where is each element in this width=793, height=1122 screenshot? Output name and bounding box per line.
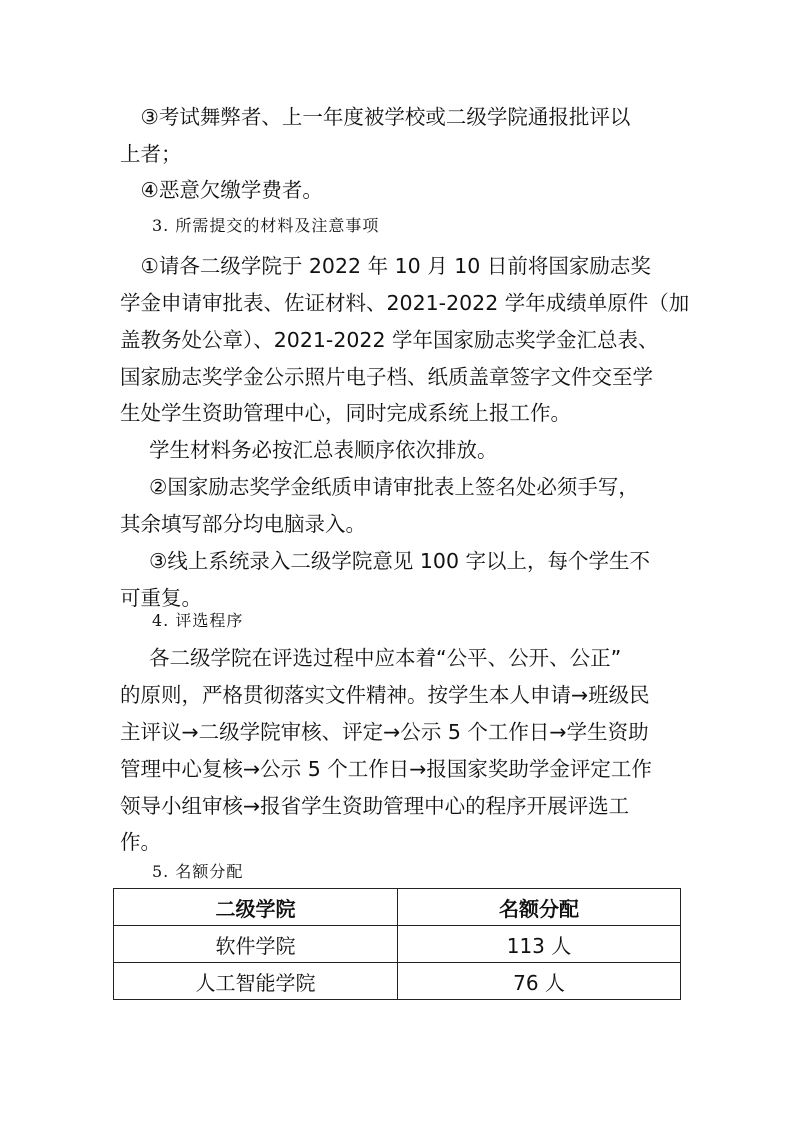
quota-table [113,888,681,1000]
paragraph-line: 的原则，严格贯彻落实文件精神。按学生本人申请→班级民 [120,683,650,707]
table-cell-quota: 76 人 [398,963,681,1000]
paragraph-line: 其余填写部分均电脑录入。 [120,512,366,536]
paragraph-line: 管理中心复核→公示 5 个工作日→报国家奖助学金评定工作 [120,757,652,781]
table-row [114,926,681,963]
paragraph-line: 生处学生资助管理中心，同时完成系统上报工作。 [120,401,571,425]
paragraph-line: 学生材料务必按汇总表顺序依次排放。 [149,438,498,462]
paragraph-line: 上者； [120,142,182,166]
paragraph-line: 主评议→二级学院审核、评定→公示 5 个工作日→学生资助 [120,720,649,744]
column-header-quota: 名额分配 [398,889,681,926]
table-cell-college: 软件学院 [114,926,398,963]
paragraph-line: 各二级学院在评选过程中应本着“公平、公开、公正” [149,646,622,670]
section-heading-materials: 3. 所需提交的材料及注意事项 [152,216,380,235]
paragraph-line: 国家励志奖学金公示照片电子档、纸质盖章签字文件交至学 [120,365,653,389]
table-header-row [114,889,681,926]
paragraph-line: ①请各二级学院于 2022 年 10 月 10 日前将国家励志奖 [120,254,651,278]
paragraph-line: ②国家励志奖学金纸质申请审批表上签名处必须手写， [149,475,639,499]
column-header-college: 二级学院 [114,889,398,926]
table-cell-quota: 113 人 [398,926,681,963]
table-row [114,963,681,1000]
paragraph-line: ③考试舞弊者、上一年度被学校或二级学院通报批评以 [120,105,631,129]
section-heading-quota: 5. 名额分配 [152,862,244,881]
paragraph-line: 学金申请审批表、佐证材料、2021-2022 学年成绩单原件（加 [120,291,690,315]
paragraph-line: 领导小组审核→报省学生资助管理中心的程序开展评选工 [120,794,630,818]
section-heading-procedure: 4. 评选程序 [152,611,244,630]
table-cell-college: 人工智能学院 [114,963,398,1000]
paragraph-line: ③线上系统录入二级学院意见 100 字以上，每个学生不 [149,549,651,573]
paragraph-line: 可重复。 [120,586,202,610]
paragraph-line: 作。 [120,830,161,854]
paragraph-line: ④恶意欠缴学费者。 [120,178,323,202]
paragraph-line: 盖教务处公章）、2021-2022 学年国家励志奖学金汇总表、 [120,328,659,352]
